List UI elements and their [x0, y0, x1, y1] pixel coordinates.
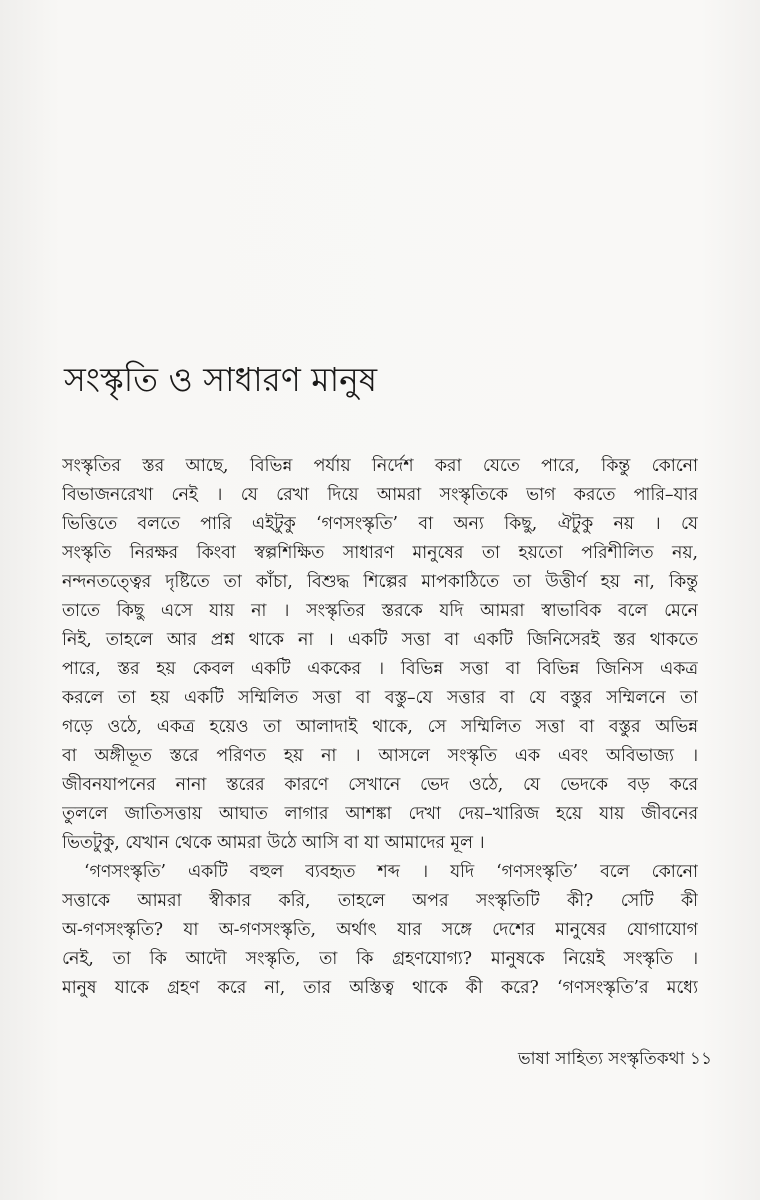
body-line: গড়ে ওঠে, একত্র হয়েও তা আলাদাই থাকে, সে সম্মিলিত সত্তা বা বস্তুর অভিন্ন — [62, 717, 698, 737]
body-line: সত্তাকে আমরা স্বীকার করি, তাহলে অপর সংস্কৃতিটি কী? সেটি কী — [62, 891, 698, 911]
body-line: ভিত্তিতে বলতে পারি এইটুকু ‘গণসংস্কৃতি’ বা অন্য কিছু, ঐটুকু নয় । যে — [62, 514, 698, 534]
body-line: সংস্কৃতির স্তর আছে, বিভিন্ন পর্যায় নির্দেশ করা যেতে পারে, কিন্তু কোনো — [62, 456, 698, 476]
body-line: মানুষ যাকে গ্রহণ করে না, তার অস্তিত্ব থাকে কী করে? ‘গণসংস্কৃতি’র মধ্যে — [62, 978, 698, 998]
body-line: জীবনযাপনের নানা স্তরের কারণে সেখানে ভেদ ওঠে, যে ভেদকে বড় করে — [62, 775, 698, 795]
body-line: বিভাজনরেখা নেই । যে রেখা দিয়ে আমরা সংস্কৃতিকে ভাগ করতে পারি–যার — [62, 485, 698, 505]
body-line: তুললে জাতিসত্তায় আঘাত লাগার আশঙ্কা দেখা দেয়–খারিজ হয়ে যায় জীবনের — [62, 804, 698, 824]
body-line: নিই, তাহলে আর প্রশ্ন থাকে না । একটি সত্তা বা একটি জিনিসেরই স্তর থাকতে — [62, 630, 698, 650]
body-line: সংস্কৃতি নিরক্ষর কিংবা স্বল্পশিক্ষিত সাধারণ মানুষের তা হয়তো পরিশীলিত নয়, — [62, 543, 698, 563]
chapter-title: সংস্কৃতি ও সাধারণ মানুষ — [64, 360, 378, 399]
body-line: নন্দনতত্ত্বের দৃষ্টিতে তা কাঁচা, বিশুদ্ধ শিল্পের মাপকাঠিতে তা উত্তীর্ণ হয় না, কিন্তু — [62, 572, 698, 592]
body-line: করলে তা হয় একটি সম্মিলিত সত্তা বা বস্তু–যে সত্তার বা যে বস্তুর সম্মিলনে তা — [62, 688, 698, 708]
paragraph-end-line: ভিতটুকু, যেখান থেকে আমরা উঠে আসি বা যা আমাদের মূল । — [62, 833, 485, 853]
body-line: পারে, স্তর হয় কেবল একটি এককের । বিভিন্ন সত্তা বা বিভিন্ন জিনিস একত্র — [62, 659, 698, 679]
body-line: অ-গণসংস্কৃতি? যা অ-গণসংস্কৃতি, অর্থাৎ যার সঙ্গে দেশের মানুষের যোগাযোগ — [62, 920, 698, 940]
body-line: নেই, তা কি আদৌ সংস্কৃতি, তা কি গ্রহণযোগ্য? মানুষকে নিয়েই সংস্কৃতি । — [62, 949, 698, 969]
body-line: বা অঙ্গীভূত স্তরে পরিণত হয় না । আসলে সংস্কৃতি এক এবং অবিভাজ্য । — [62, 746, 698, 766]
body-line: তাতে কিছু এসে যায় না । সংস্কৃতির স্তরকে যদি আমরা স্বাভাবিক বলে মেনে — [62, 601, 698, 621]
body-text — [62, 452, 698, 1003]
running-footer: ভাষা সাহিত্য সংস্কৃতিকথা ১১ — [517, 1049, 712, 1069]
paragraph-start-line: ‘গণসংস্কৃতি’ একটি বহুল ব্যবহৃত শব্দ । যদি ‘গণসংস্কৃতি’ বলে কোনো — [84, 862, 698, 882]
